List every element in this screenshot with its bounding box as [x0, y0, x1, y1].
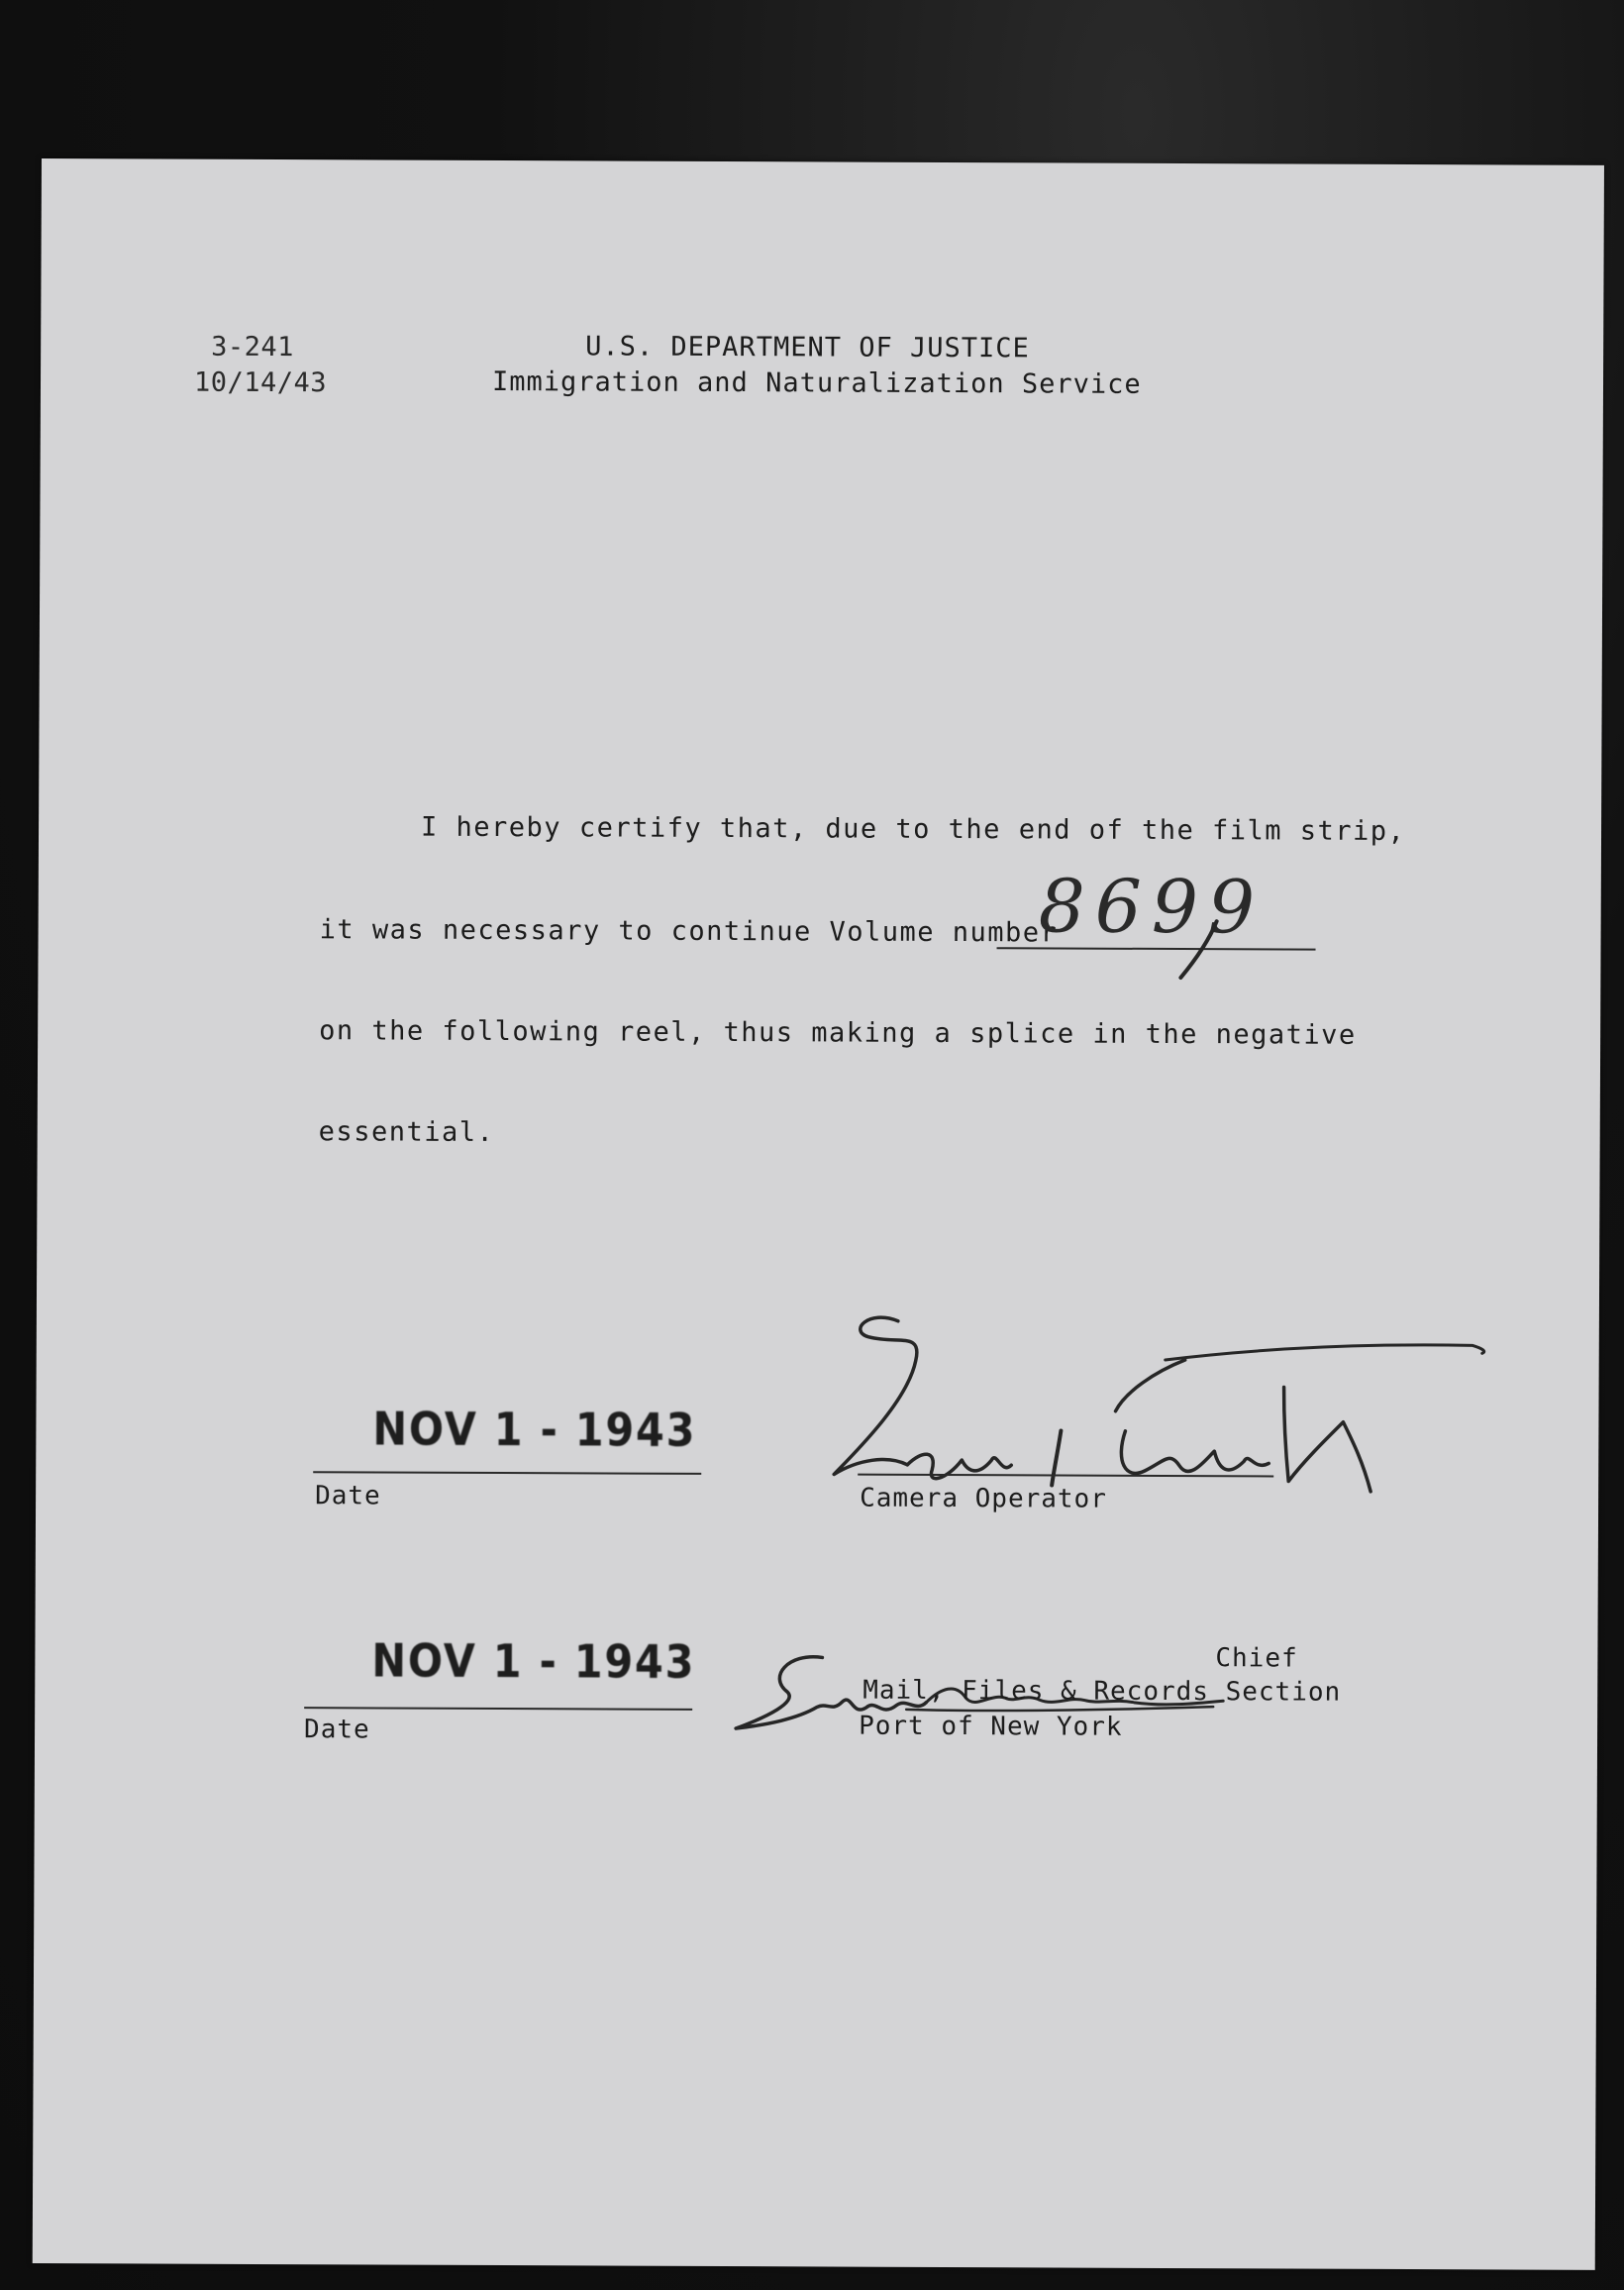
department-heading: U.S. DEPARTMENT OF JUSTICE [585, 331, 1030, 364]
camera-date-stamp: NOV 1 - 1943 [372, 1402, 697, 1457]
camera-operator-label: Camera Operator [860, 1483, 1107, 1514]
form-date: 10/14/43 [193, 366, 328, 399]
volume-number-handwritten: 8699 [1038, 864, 1266, 951]
volume-number-tail-stroke [1176, 916, 1236, 986]
document-page [33, 158, 1604, 2270]
service-heading: Immigration and Naturalization Service [491, 365, 1142, 400]
port-label: Port of New York [859, 1711, 1123, 1742]
camera-date-line [313, 1471, 701, 1475]
form-number: 3-241 [211, 331, 295, 364]
chief-date-line [304, 1707, 692, 1711]
chief-date-stamp: NOV 1 - 1943 [371, 1633, 696, 1689]
certification-line-1: I hereby certify that, due to the end of the film strip, [420, 811, 1406, 848]
chief-title: Chief [1215, 1643, 1298, 1674]
certification-line-4: essential. [318, 1116, 495, 1149]
certification-line-3: on the following reel, thus making a splice in the negative [319, 1015, 1357, 1051]
chief-date-label: Date [304, 1715, 370, 1745]
camera-date-label: Date [315, 1481, 381, 1511]
certification-line-2: it was necessary to continue Volume number [319, 914, 1059, 949]
section-label: Mail, Files & Records Section [863, 1675, 1342, 1708]
